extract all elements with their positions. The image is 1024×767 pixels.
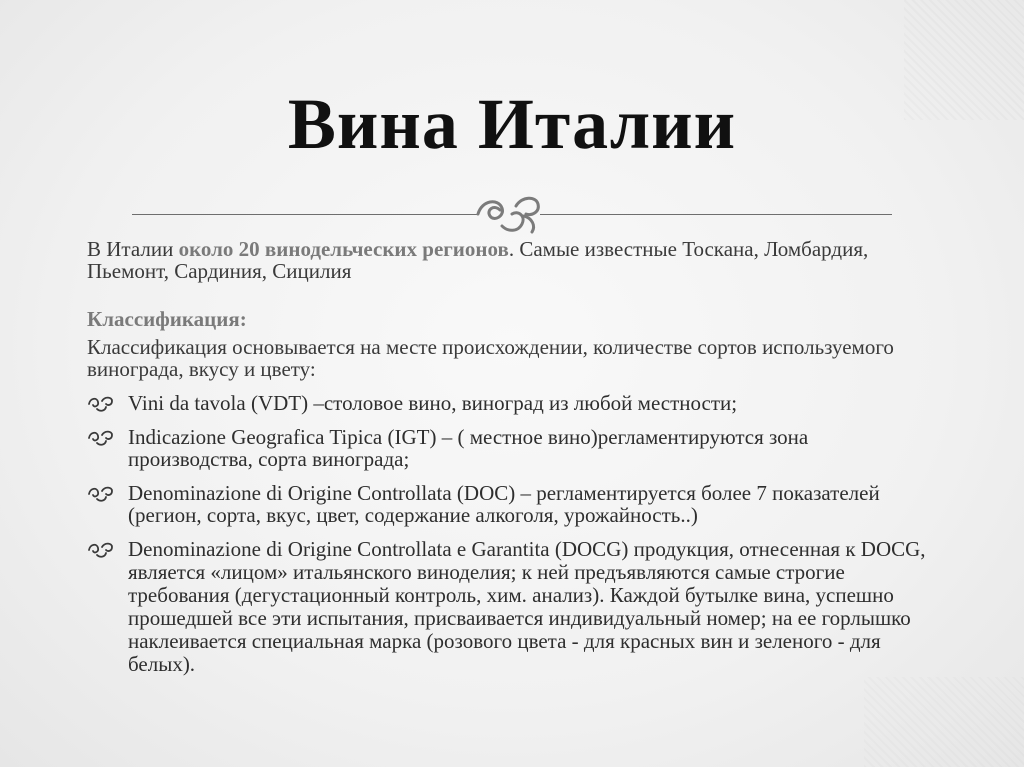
list-item-text: Vini da tavola (VDT) –столовое вино, виноград из любой местности; — [128, 391, 738, 415]
intro-highlight: около 20 винодельческих регионов — [178, 237, 509, 261]
list-item-text: Denominazione di Origine Controllata e Garantita (DOCG) продукция, отнесенная к DOCG, является «лицом» итальянского виноделия; к ней предъявляются самые строгие требования (дегустационный контроль, хим. анализ). Каждой бутылке вина, успешно прошедшей все эти испытания, присваивается индивидуальный номер; на ее горлышко наклеивается специальная марка (розового цвета - для красных вин и зеленого - для белых). — [128, 537, 926, 676]
list-item — [87, 392, 937, 414]
list-item — [87, 482, 937, 526]
divider-line-right — [540, 214, 892, 215]
ornamental-flourish-bullet-icon — [87, 429, 115, 447]
intro-paragraph — [87, 238, 937, 282]
list-item-text: Indicazione Geografica Tipica (IGT) – ( местное вино)регламентируются зона производства, сорта винограда; — [128, 425, 809, 471]
list-item-text: Denominazione di Origine Controllata (DOC) – регламентируется более 7 показателей (регион, сорта, вкус, цвет, содержание алкоголя, урожайность..) — [128, 481, 880, 527]
divider-line-left — [132, 214, 477, 215]
ornamental-flourish-bullet-icon — [87, 485, 115, 503]
intro-text-start: В Италии — [87, 237, 179, 261]
ornamental-flourish-bullet-icon — [87, 395, 115, 413]
classification-list — [87, 392, 937, 676]
list-item — [87, 538, 937, 676]
slide-title: Вина Италии — [287, 84, 737, 164]
ornamental-flourish-bullet-icon — [87, 541, 115, 559]
corner-texture-bottom — [864, 677, 1024, 767]
list-item — [87, 426, 937, 470]
slide-body — [87, 238, 937, 688]
title-divider — [132, 192, 892, 236]
classification-text: Классификация основывается на месте происхождении, количестве сортов используемого винограда, вкусу и цвету: — [87, 335, 894, 381]
intro-text-end: . Самые известные Тоскана, Ломбардия, Пьемонт, Сардиния, Сицилия — [87, 237, 869, 283]
classification-heading: Классификация: — [87, 307, 247, 331]
